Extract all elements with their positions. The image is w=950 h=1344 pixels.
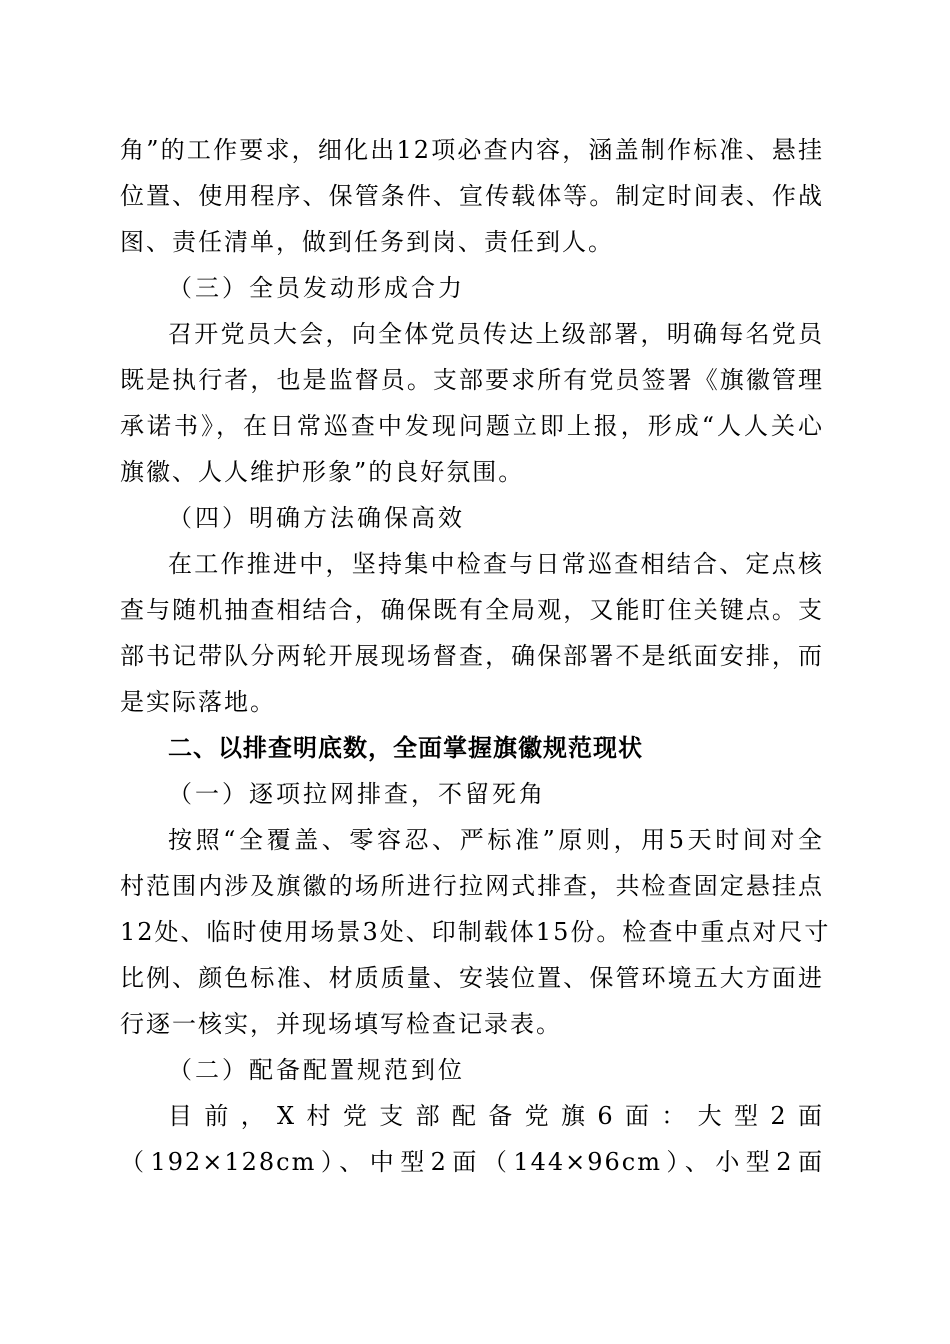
paragraph-line: 旗徽、人人维护形象”的良好氛围。 [120, 458, 525, 486]
paragraph-line: 按照“全覆盖、零容忍、严标准”原则，用5天时间对全 [168, 826, 824, 854]
paragraph-line: 图、责任清单，做到任务到岗、责任到人。 [120, 228, 614, 256]
paragraph-line: 比例、颜色标准、材质质量、安装位置、保管环境五大方面进 [120, 964, 824, 992]
paragraph-line: 查与随机抽查相结合，确保既有全局观，又能盯住关键点。支 [120, 596, 824, 624]
paragraph-line: （192×128cm）、中型2面（144×96cm）、小型2面 [120, 1148, 824, 1176]
chapter-heading: 二、以排查明底数，全面掌握旗徽规范现状 [168, 734, 643, 762]
paragraph-line: 角”的工作要求，细化出12项必查内容，涵盖制作标准、悬挂 [120, 136, 824, 164]
paragraph-line: 是实际落地。 [120, 688, 276, 716]
section-heading: （二）配备配置规范到位 [168, 1056, 465, 1084]
section-heading: （三）全员发动形成合力 [168, 274, 465, 302]
paragraph-line: 村范围内涉及旗徽的场所进行拉网式排查，共检查固定悬挂点 [120, 872, 824, 900]
paragraph-line: 位置、使用程序、保管条件、宣传载体等。制定时间表、作战 [120, 182, 824, 210]
section-heading: （四）明确方法确保高效 [168, 504, 465, 532]
paragraph-line: 承诺书》，在日常巡查中发现问题立即上报，形成“人人关心 [120, 412, 824, 440]
paragraph-line: 目前，X村党支部配备党旗6面：大型2面 [168, 1102, 824, 1130]
paragraph-line: 召开党员大会，向全体党员传达上级部署，明确每名党员 [168, 320, 824, 348]
section-heading: （一）逐项拉网排查，不留死角 [168, 780, 546, 808]
paragraph-line: 在工作推进中，坚持集中检查与日常巡查相结合、定点核 [168, 550, 824, 578]
paragraph-line: 行逐一核实，并现场填写检查记录表。 [120, 1010, 562, 1038]
paragraph-line: 既是执行者，也是监督员。支部要求所有党员签署《旗徽管理 [120, 366, 824, 394]
paragraph-line: 部书记带队分两轮开展现场督查，确保部署不是纸面安排，而 [120, 642, 824, 670]
paragraph-line: 12处、临时使用场景3处、印制载体15份。检查中重点对尺寸 [120, 918, 831, 946]
